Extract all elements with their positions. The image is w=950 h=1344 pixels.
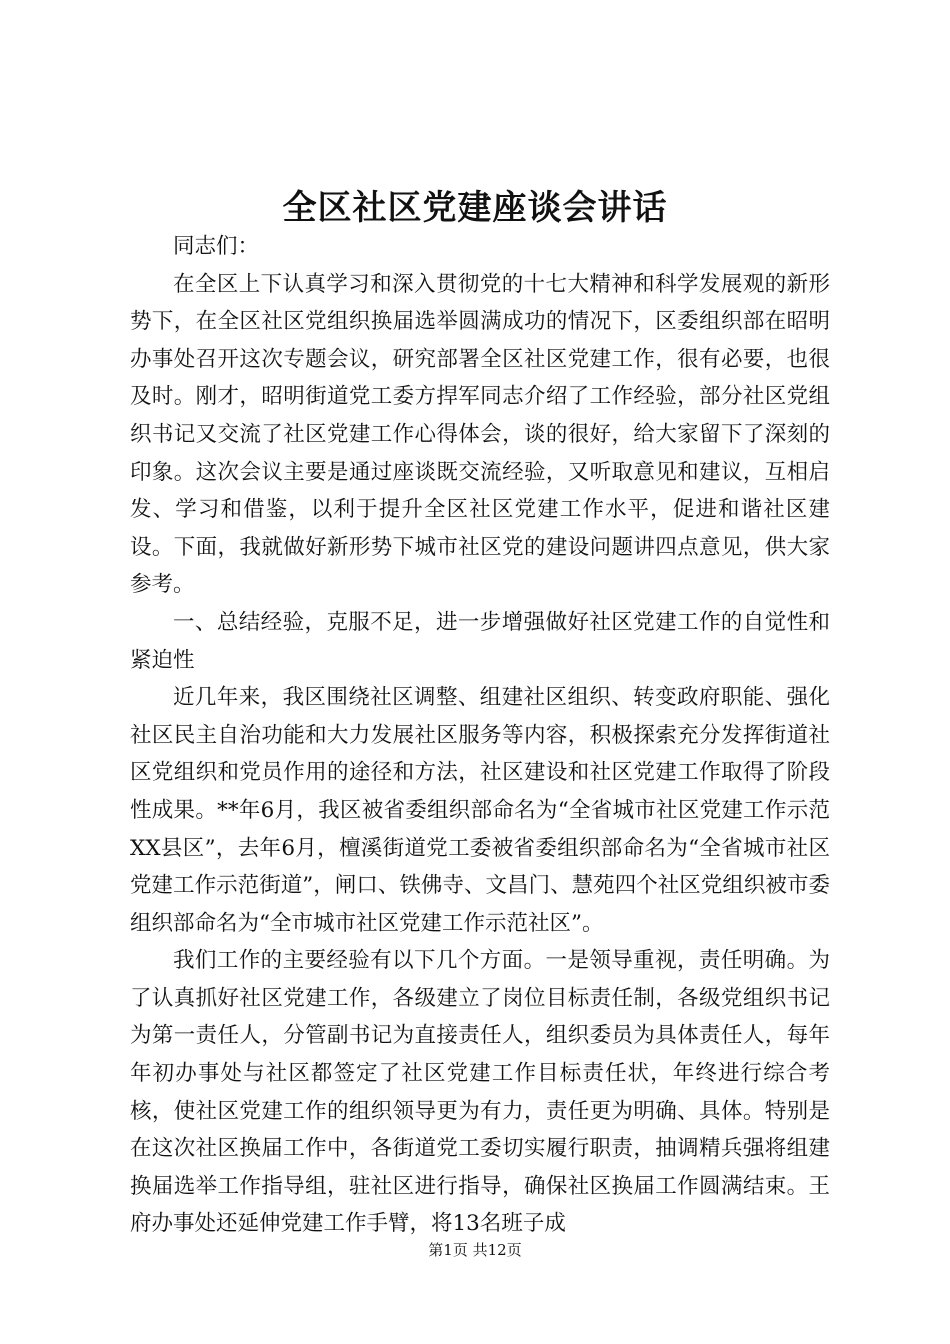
achievements-paragraph: 近几年来，我区围绕社区调整、组建社区组织、转变政府职能、强化社区民主自治功能和大力发展社区服务等内容，积极探索充分发挥街道社区党组织和党员作用的途径和方法，社区建设和社区党建工作取得了阶段性成果。**年6月，我区被省委组织部命名为“全省城市社区党建工作示范XX县区”，去年6月，檀溪街道党工委被省委组织部命名为“全省城市社区党建工作示范街道”，闸口、铁佛寺、文昌门、慧苑四个社区党组织被市委组织部命名为“全市城市社区党建工作示范社区”。 [130,685,830,936]
salutation-paragraph: 同志们： [173,234,260,259]
experience-paragraph: 我们工作的主要经验有以下几个方面。一是领导重视，责任明确。为了认真抓好社区党建工作，各级建立了岗位目标责任制，各级党组织书记为第一责任人，分管副书记为直接责任人，组织委员为具体责任人，每年年初办事处与社区都签定了社区党建工作目标责任状，年终进行综合考核，使社区党建工作的组织领导更为有力，责任更为明确、具体。特别是在这次社区换届工作中，各街道党工委切实履行职责，抽调精兵强将组建换届选举工作指导组，驻社区进行指导，确保社区换届工作圆满结束。王府办事处还延伸党建工作手臂，将13名班子成 [130,948,830,1237]
page-number-footer: 第1页 共12页 [428,1241,522,1259]
intro-paragraph: 在全区上下认真学习和深入贯彻党的十七大精神和科学发展观的新形势下，在全区社区党组织换届选举圆满成功的情况下，区委组织部在昭明办事处召开这次专题会议，研究部署全区社区党建工作，很有必要，也很及时。刚才，昭明街道党工委方捍军同志介绍了工作经验，部分社区党组织书记又交流了社区党建工作心得体会，谈的很好，给大家留下了深刻的印象。这次会议主要是通过座谈既交流经验，又听取意见和建议，互相启发、学习和借鉴，以利于提升全区社区党建工作水平，促进和谐社区建设。下面，我就做好新形势下城市社区党的建设问题讲四点意见，供大家参考。 [130,271,830,598]
document-title: 全区社区党建座谈会讲话 [282,188,668,228]
document-body [130,228,830,1243]
section-heading-paragraph: 一、总结经验，克服不足，进一步增强做好社区党建工作的自觉性和紧迫性 [130,609,830,673]
